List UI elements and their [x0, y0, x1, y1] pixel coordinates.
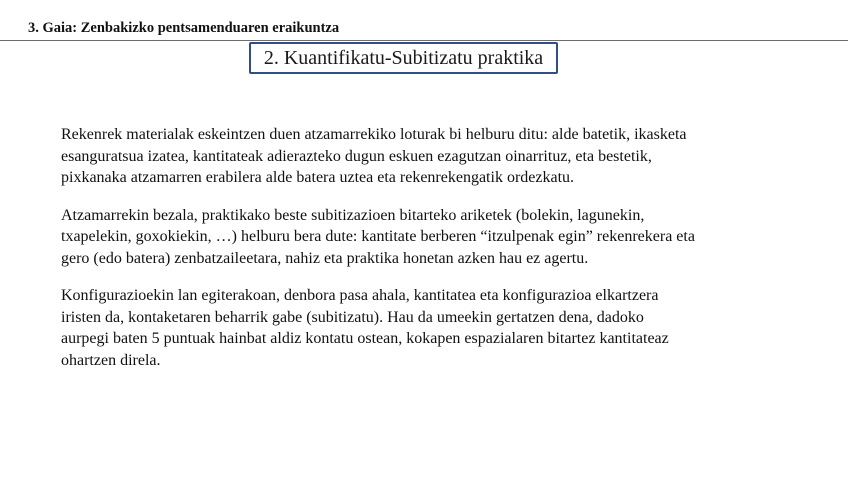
paragraph-1 — [61, 124, 771, 189]
slide-title-box — [249, 42, 558, 74]
paragraph-line: Atzamarrekin bezala, praktikako beste subitizazioen bitarteko ariketek (bolekin, lagunekin, — [61, 206, 645, 224]
paragraph-line: esanguratsua izatea, kantitateak adierazteko dugun eskuen ezagutzan oinarrituz, eta bestetik, — [61, 147, 652, 165]
paragraph-line: ohartzen direla. — [61, 351, 161, 369]
paragraph-line: pixkanaka atzamarren erabilera alde batera uztea eta rekenrekengatik ordezkatu. — [61, 169, 575, 186]
header-divider — [0, 40, 848, 41]
paragraph-line: gero (edo batera) zenbatzaileetara, nahiz eta praktika honetan azken hau ez agertu. — [61, 249, 589, 267]
body-text — [61, 124, 771, 387]
paragraph-line: aurpegi baten 5 puntuak hainbat aldiz kontatu ostean, kokapen espazialaren bitartez kantitateaz — [61, 330, 669, 347]
paragraph-line: Konfigurazioekin lan egiterakoan, denbora pasa ahala, kantitatea eta konfigurazioa elkartzera — [61, 287, 659, 304]
paragraph-line: iristen da, kontaketaren beharrik gabe (subitizatu). Hau da umeekin gertatzen dena, dadoko — [61, 308, 644, 326]
section-title: 3. Gaia: Zenbakizko pentsamenduaren eraikuntza — [28, 20, 340, 36]
paragraph-2 — [61, 205, 771, 270]
paragraph-line: Rekenrek materialak eskeintzen duen atzamarrekiko loturak bi helburu ditu: alde batetik, ikasketa — [61, 126, 687, 143]
paragraph-3 — [61, 285, 771, 371]
slide-title: 2. Kuantifikatu-Subitizatu praktika — [263, 47, 544, 69]
paragraph-line: txapelekin, goxokiekin, …) helburu bera dute: kantitate berberen “itzulpenak egin” rekenrekera eta — [61, 228, 695, 245]
